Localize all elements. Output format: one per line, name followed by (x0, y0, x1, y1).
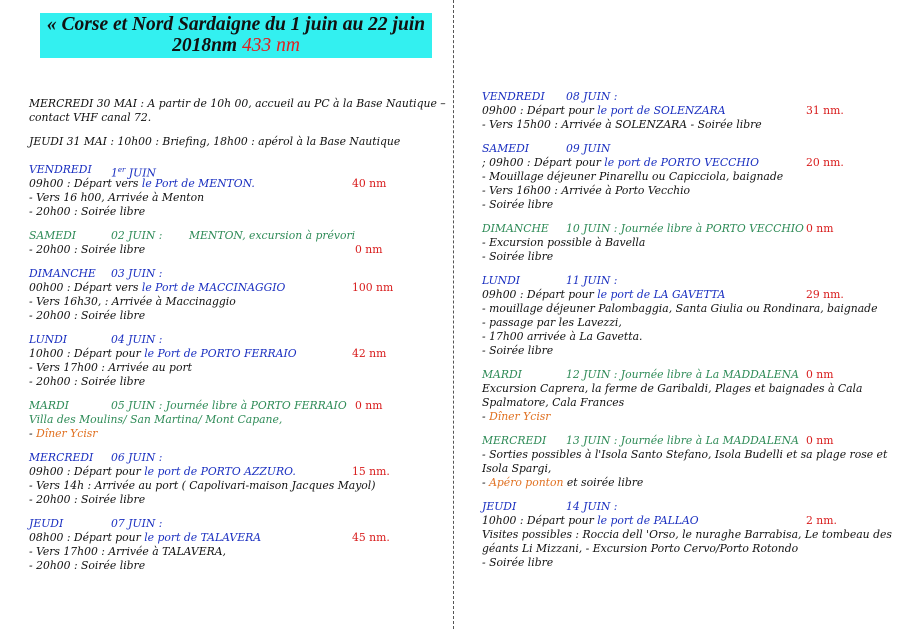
text-line: er (117, 166, 126, 174)
text-line (482, 288, 897, 302)
text-line: - 20h00 : Soirée libre (29, 243, 146, 256)
text-line: le port de LA GAVETTA (597, 288, 726, 301)
text-line (29, 243, 449, 257)
intro-line-1: MERCREDI 30 MAI : A partir de 10h 00, accueil au PC à la Base Nautique – (29, 97, 446, 110)
title-year: 2018nm (172, 35, 238, 56)
day-name: VENDREDI (29, 163, 92, 176)
text-line: - 20h00 : Soirée libre (29, 493, 146, 506)
text-line: 09h00 : Départ pour (482, 104, 598, 117)
text-line (29, 333, 449, 347)
text-line (29, 149, 449, 163)
text-line: géants Li Mizzani, - Excursion Porto Cervo/Porto Rotondo (482, 542, 799, 555)
distance: 42 nm (352, 347, 387, 360)
text-line: 10 JUIN : Journée libre à PORTO VECCHIO (566, 222, 804, 235)
text-line: Visites possibles : Roccia dell 'Orso, le nuraghe Barrabisa, Le tombeau des (482, 528, 892, 541)
text-line (482, 410, 897, 424)
text-line (482, 500, 897, 514)
left-column (29, 97, 449, 573)
destination: le Port de MENTON. (141, 177, 255, 190)
text-line (482, 476, 897, 490)
text-line: DIMANCHE (29, 267, 96, 280)
text-line (29, 257, 449, 267)
text-line: SAMEDI (482, 142, 530, 155)
text-line: MARDI (29, 399, 69, 412)
text-line (482, 90, 897, 104)
text-line: - 20h00 : Soirée libre (29, 309, 146, 322)
day-samedi-9 (482, 142, 897, 212)
text-line: LUNDI (482, 274, 521, 287)
text-line: 10h00 : Départ pour (29, 347, 145, 360)
day-samedi-2 (29, 229, 449, 257)
distance: 0 nm (355, 243, 383, 256)
day-jeudi-7 (29, 517, 449, 573)
text-line: 09 JUIN (566, 142, 611, 155)
text-line: SAMEDI (29, 229, 77, 242)
text-line: - Vers 15h00 : Arrivée à SOLENZARA - Soirée libre (482, 118, 762, 131)
intro-line-2: contact VHF canal 72. (29, 111, 152, 124)
text-line (29, 517, 449, 531)
text-line: - Soirée libre (482, 250, 554, 263)
text-line: Spalmatore, Cala Frances (482, 396, 625, 409)
text-line: - Vers 16 h00, Arrivée à Menton (29, 191, 205, 204)
text-line: 03 JUIN : (111, 267, 163, 280)
text-line: le port de SOLENZARA (597, 104, 726, 117)
distance: 0 nm (355, 399, 383, 412)
text-line: - Soirée libre (482, 344, 554, 357)
distance: 15 nm. (352, 465, 390, 478)
day-mercredi-6 (29, 451, 449, 507)
text-line: Dîner Ycisr (489, 410, 551, 423)
text-line: le Port de PORTO FERRAIO (144, 347, 297, 360)
text-line: - 20h00 : Soirée libre (29, 205, 146, 218)
text-line: 14 JUIN : (566, 500, 618, 513)
text-line: Isola Spargi, (482, 462, 552, 475)
text-line (29, 451, 449, 465)
day-lundi-4 (29, 333, 449, 389)
text-line: - Vers 17h00 : Arrivée au port (29, 361, 192, 374)
distance: 100 nm (352, 281, 394, 294)
distance: 31 nm. (806, 104, 844, 117)
text-line: - passage par les Lavezzi, (482, 316, 622, 329)
day-dimanche-10 (482, 222, 897, 264)
text-line: - Vers 16h00 : Arrivée à Porto Vecchio (482, 184, 691, 197)
column-divider (453, 0, 454, 629)
text-line: - Soirée libre (482, 198, 554, 211)
text-line (29, 465, 449, 479)
text-line: 10h00 : Départ pour (482, 514, 598, 527)
text-line: - Vers 17h00 : Arrivée à TALAVERA, (29, 545, 226, 558)
text-line: - Vers 14h : Arrivée au port ( Capolivari-maison Jacques Mayol) (29, 479, 376, 492)
text-line: - (482, 410, 490, 423)
day-jeudi-14 (482, 500, 897, 570)
day-dimanche-3 (29, 267, 449, 323)
text-line (29, 219, 449, 229)
text-line (482, 156, 897, 170)
text-line: Villa des Moulins/ San Martina/ Mont Capane, (29, 413, 283, 426)
text-line (482, 274, 897, 288)
text-line: et soirée libre (563, 476, 644, 489)
distance: 0 nm (806, 222, 834, 235)
text-line (29, 125, 449, 135)
text-line: 11 JUIN : (566, 274, 618, 287)
text-line: le port de PALLAO (597, 514, 699, 527)
jeudi-31-line: JEUDI 31 MAI : 10h00 : Briefing, 18h00 : apérol à la Base Nautique (29, 135, 401, 148)
text-line (29, 323, 449, 333)
distance: 20 nm. (806, 156, 844, 169)
text-line: 09h00 : Départ pour (29, 465, 145, 478)
title-line-1: « Corse et Nord Sardaigne du 1 juin au 22 juin (46, 14, 426, 35)
text-line: le port de PORTO AZZURO. (144, 465, 296, 478)
text-line: MARDI (482, 368, 522, 381)
text-line: 13 JUIN : Journée libre à La MADDALENA (566, 434, 799, 447)
distance: 0 nm (806, 434, 834, 447)
event: MENTON, excursion à prévori (189, 229, 356, 242)
right-column (482, 90, 897, 570)
distance: 45 nm. (352, 531, 390, 544)
text-line (482, 424, 897, 434)
text-line: MERCREDI (29, 451, 94, 464)
text-line (482, 142, 897, 156)
text-line (482, 490, 897, 500)
text-line: - Vers 16h30, : Arrivée à Maccinaggio (29, 295, 236, 308)
text-line: - 20h00 : Soirée libre (29, 375, 146, 388)
day-mercredi-13 (482, 434, 897, 490)
text-line: DIMANCHE (482, 222, 549, 235)
day-mardi-12 (482, 368, 897, 424)
text-line: VENDREDI (482, 90, 545, 103)
text-line: Dîner Ycisr (36, 427, 98, 440)
text-line (482, 132, 897, 142)
text-line (482, 222, 897, 236)
text-line: - (29, 427, 37, 440)
text-line: - Excursion possible à Bavella (482, 236, 646, 249)
text-line (482, 212, 897, 222)
text-line: 02 JUIN : (111, 229, 163, 242)
text-line (29, 389, 449, 399)
text-line: - Soirée libre (482, 556, 554, 569)
text-line: JEUDI (29, 517, 64, 530)
text-line (29, 267, 449, 281)
text-line (29, 427, 449, 441)
title-line-2 (40, 35, 432, 56)
text-line: 12 JUIN : Journée libre à La MADDALENA (566, 368, 799, 381)
text-line: 08h00 : Départ pour (29, 531, 145, 544)
distance: 0 nm (806, 368, 834, 381)
page-title (40, 13, 432, 58)
text-line (482, 368, 897, 382)
text-line: JUIN (125, 166, 156, 180)
text-line (29, 281, 449, 295)
day-vendredi-1 (29, 163, 449, 219)
day-mardi-5 (29, 399, 449, 441)
text-line: MERCREDI (482, 434, 547, 447)
text-line (482, 104, 897, 118)
text-line: 09h00 : Départ vers (29, 177, 142, 190)
text-line: ; 09h00 : Départ pour (482, 156, 605, 169)
distance: 40 nm (352, 177, 387, 190)
text-line: LUNDI (29, 333, 68, 346)
day-lundi-11 (482, 274, 897, 358)
text-line: - Mouillage déjeuner Pinarellu ou Capicciola, baignade (482, 170, 784, 183)
distance: 2 nm. (806, 514, 837, 527)
text-line: - 17h00 arrivée à La Gavetta. (482, 330, 643, 343)
text-line: 09h00 : Départ pour (482, 288, 598, 301)
text-line (29, 531, 449, 545)
distance: 29 nm. (806, 288, 844, 301)
text-line: Apéro ponton (489, 476, 564, 489)
text-line: Excursion Caprera, la ferme de Garibaldi, Plages et baignades à Cala (482, 382, 863, 395)
text-line: 05 JUIN : Journée libre à PORTO FERRAIO (111, 399, 347, 412)
text-line: - (482, 476, 490, 489)
text-line (29, 177, 449, 191)
text-line: le port de PORTO VECCHIO (604, 156, 759, 169)
text-line: 00h00 : Départ vers (29, 281, 142, 294)
text-line (482, 264, 897, 274)
text-line (29, 163, 449, 180)
day-vendredi-8 (482, 90, 897, 132)
text-line: le port de TALAVERA (144, 531, 262, 544)
text-line: 04 JUIN : (111, 333, 163, 346)
text-line: 08 JUIN : (566, 90, 618, 103)
text-line: JEUDI (482, 500, 517, 513)
text-line (482, 434, 897, 448)
text-line (29, 347, 449, 361)
text-line: le Port de MACCINAGGIO (141, 281, 286, 294)
text-line (29, 441, 449, 451)
text-line: - 20h00 : Soirée libre (29, 559, 146, 572)
text-line (29, 507, 449, 517)
text-line: 06 JUIN : (111, 451, 163, 464)
text-line (29, 399, 449, 413)
text-line: 07 JUIN : (111, 517, 163, 530)
text-line (482, 514, 897, 528)
text-line: 1 (111, 166, 118, 180)
text-line (29, 229, 449, 243)
text-line: - mouillage déjeuner Palombaggia, Santa Giulia ou Rondinara, baignade (482, 302, 878, 315)
text-line (482, 358, 897, 368)
text-line: - Sorties possibles à l'Isola Santo Stefano, Isola Budelli et sa plage rose et (482, 448, 888, 461)
title-total-nm: 433 nm (241, 35, 300, 56)
